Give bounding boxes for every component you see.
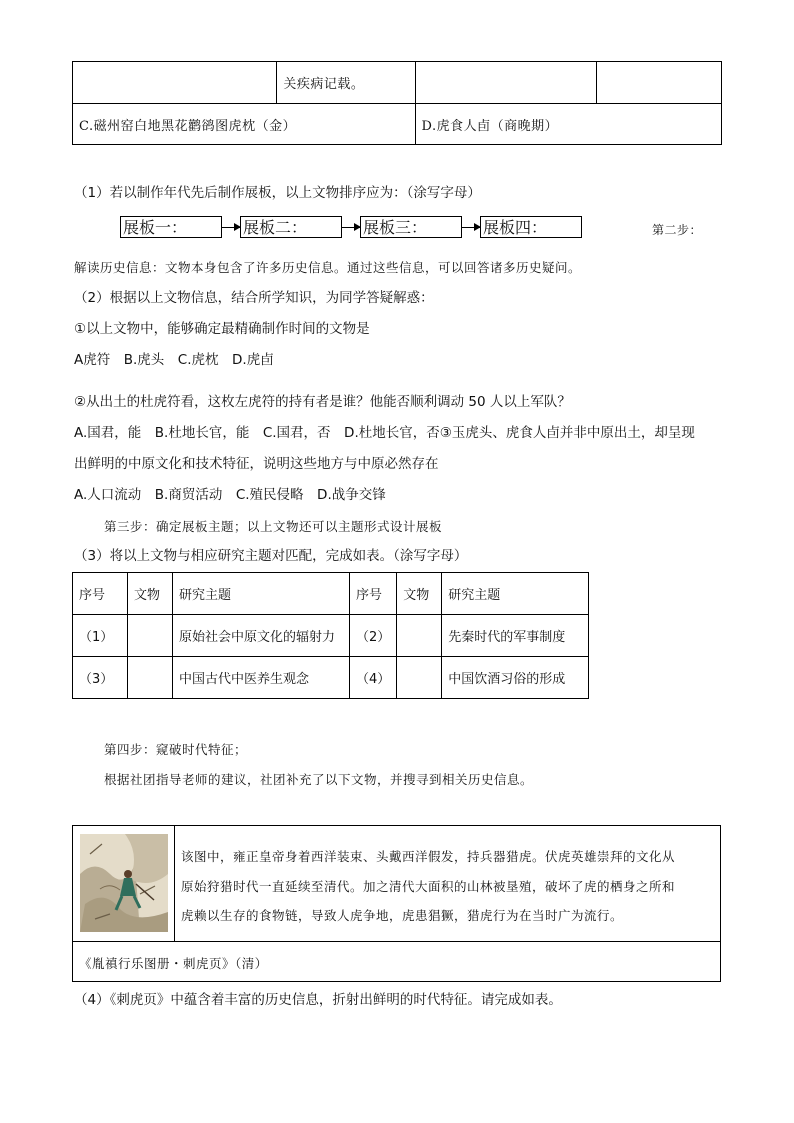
table-header: 序号	[350, 573, 397, 615]
exhibit-panel-1[interactable]: 展板一：	[120, 216, 222, 238]
painting-image-cell	[73, 826, 175, 941]
table-header: 研究主题	[173, 573, 350, 615]
artifact-table-continued	[72, 61, 722, 145]
divider	[73, 941, 720, 942]
table-cell: 原始社会中原文化的辐射力	[173, 615, 350, 657]
exhibit-panel-4[interactable]: 展板四：	[480, 216, 582, 238]
table-cell	[415, 62, 596, 104]
table-header: 文物	[397, 573, 442, 615]
answer-cell[interactable]	[128, 657, 173, 699]
table-cell	[73, 62, 277, 104]
step-2-label: 第二步：	[652, 223, 703, 237]
painting-info-box	[72, 825, 721, 982]
theme-matching-table	[72, 572, 589, 699]
arrow-icon	[342, 227, 360, 228]
question-2-sub1-options: A虎符 B.虎头 C.虎枕 D.虎卣	[74, 352, 274, 368]
arrow-icon	[462, 227, 480, 228]
answer-cell[interactable]	[397, 657, 442, 699]
question-4: （4）《刺虎页》中蕴含着丰富的历史信息，折射出鲜明的时代特征。请完成如表。	[74, 992, 562, 1008]
table-row	[73, 615, 589, 657]
table-cell: 关疾病记载。	[277, 62, 415, 104]
table-cell: 中国饮酒习俗的形成	[442, 657, 589, 699]
table-cell: 中国古代中医养生观念	[173, 657, 350, 699]
description-line: 该图中，雍正皇帝身着西洋装束、头戴西洋假发，持兵器猎虎。伏虎英雄崇拜的文化从	[181, 849, 676, 864]
arrow-icon	[222, 227, 240, 228]
description-line: 虎赖以生存的食物链，导致人虎争地，虎患猖獗，猎虎行为在当时广为流行。	[181, 908, 624, 923]
step-4-title: 第四步：窥破时代特征；	[104, 742, 248, 757]
step-2-text: 解读历史信息：文物本身包含了许多历史信息。通过这些信息，可以回答诸多历史疑问。	[74, 260, 582, 275]
question-3-intro: （3）将以上文物与相应研究主题对匹配，完成如表。（涂写字母）	[74, 548, 468, 564]
painting-description	[181, 842, 675, 931]
question-2-sub1: ①以上文物中，能够确定最精确制作时间的文物是	[74, 321, 370, 337]
table-cell: （2）	[350, 615, 397, 657]
answer-cell[interactable]	[397, 615, 442, 657]
table-cell	[596, 62, 721, 104]
question-1: （1）若以制作年代先后制作展板，以上文物排序应为：（涂写字母）	[74, 185, 481, 201]
answer-cell[interactable]	[128, 615, 173, 657]
painting-image	[80, 834, 168, 932]
table-header: 文物	[128, 573, 173, 615]
artifact-d-label: D.虎食人卣（商晚期）	[415, 104, 721, 145]
artifact-c-label: C.磁州窑白地黑花鹳鹆图虎枕（金）	[73, 104, 416, 145]
exhibit-panel-2[interactable]: 展板二：	[240, 216, 342, 238]
table-header: 研究主题	[442, 573, 589, 615]
description-line: 原始狩猎时代一直延续至清代。加之清代大面积的山林被垦殖，破坏了虎的栖身之所和	[181, 878, 676, 894]
question-2-sub2: ②从出土的杜虎符看，这枚左虎符的持有者是谁？他能否顺利调动 50 人以上军队？	[74, 394, 571, 410]
exhibit-panel-3[interactable]: 展板三：	[360, 216, 462, 238]
table-header-row	[73, 573, 589, 615]
step-4-text: 根据社团指导老师的建议，社团补充了以下文物，并搜寻到相关历史信息。	[104, 772, 534, 787]
table-row	[73, 657, 589, 699]
question-2-intro: （2）根据以上文物信息，结合所学知识，为同学答疑解惑：	[74, 290, 434, 306]
table-cell: （3）	[73, 657, 128, 699]
painting-caption: 《胤禛行乐图册・刺虎页》（清）	[79, 956, 268, 971]
step-3-text: 第三步：确定展板主题；以上文物还可以主题形式设计展板	[104, 519, 443, 534]
table-header: 序号	[73, 573, 128, 615]
table-cell: （1）	[73, 615, 128, 657]
question-2-sub3-stem: 出鲜明的中原文化和技术特征，说明这些地方与中原必然存在	[74, 456, 439, 472]
table-cell: （4）	[350, 657, 397, 699]
question-2-sub2-options: A.国君，能 B.杜地长官，能 C.国君，否 D.杜地长官，否③玉虎头、虎食人卣并非中原出土，却呈现	[74, 425, 695, 441]
table-cell: 先秦时代的军事制度	[442, 615, 589, 657]
question-2-sub3-options: A.人口流动 B.商贸活动 C.殖民侵略 D.战争交锋	[74, 487, 386, 503]
